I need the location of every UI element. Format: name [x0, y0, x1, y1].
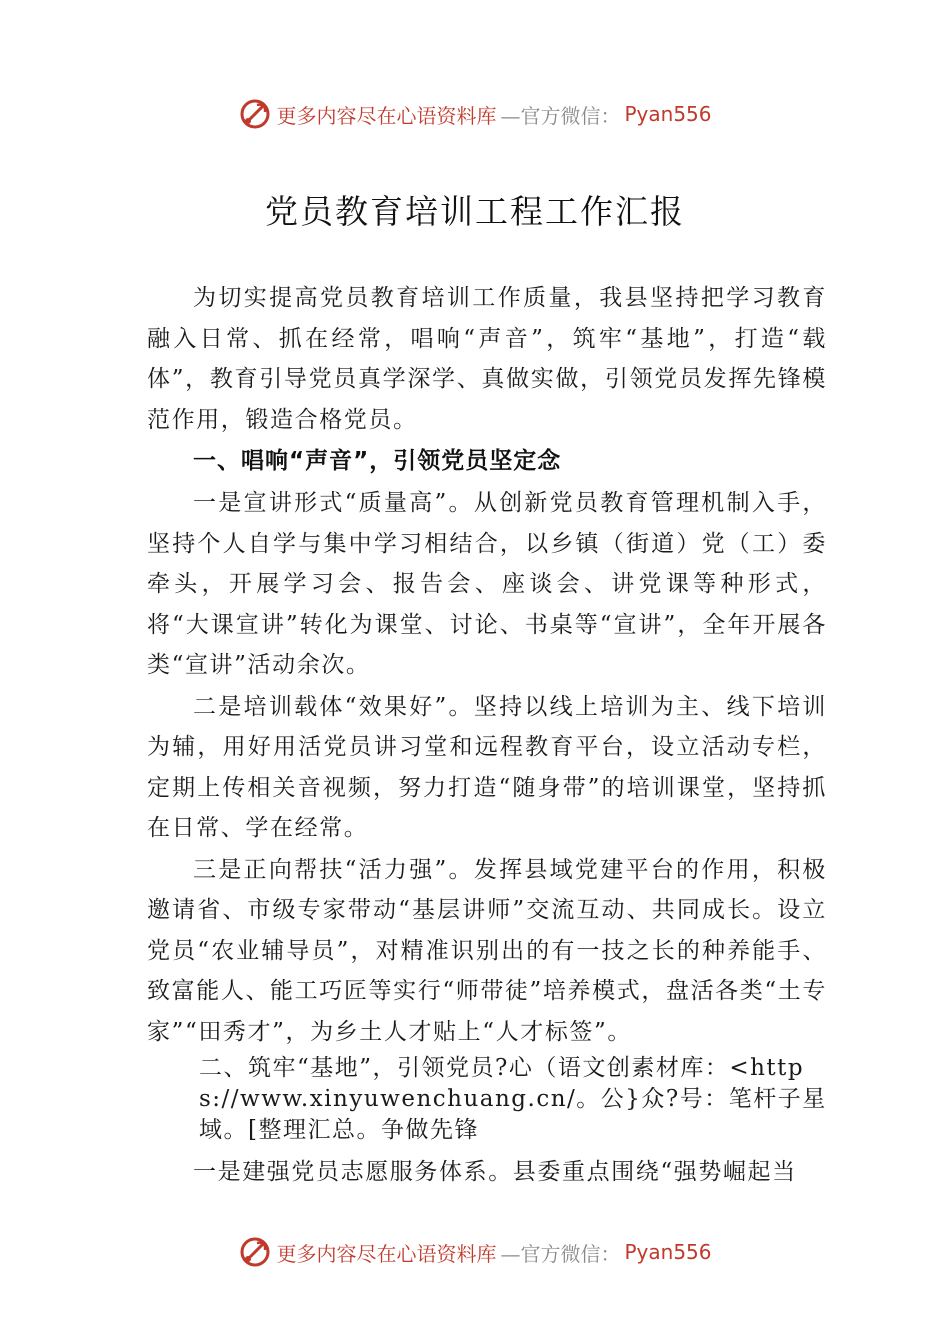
- watermark-banner-top: [0, 94, 950, 134]
- document-title: 党员教育培训工程工作汇报: [265, 192, 685, 231]
- section-1-heading: 一、唱响“声音”，引领党员坚定念: [193, 448, 562, 474]
- watermark-wechat-id: Pyan556: [624, 1240, 712, 1264]
- watermark-site-text: 更多内容尽在心语资料库: [276, 1241, 497, 1266]
- section-2-heading: 二、筑牢“基地”，引领党员?心（语文创素材库：<https://www.xinyuwenchuang.cn/。公}众?号：笔杆子星域。[整理汇总。争做先锋: [199, 1055, 827, 1143]
- brush-logo-icon: [238, 1235, 272, 1269]
- document-body: [147, 278, 827, 1194]
- watermark-site-text: 更多内容尽在心语资料库: [276, 103, 497, 128]
- watermark-separator-text: —官方微信：: [500, 1241, 621, 1266]
- section-1-paragraph-3: 三是正向帮扶“活力强”。发挥县域党建平台的作用，积极邀请省、市级专家带动“基层讲师”交流互动、共同成长。设立党员“农业辅导员”，对精准识别出的有一技之长的种养能手、致富能人、能工巧匠等实行“师带徒”培养模式，盘活各类“土专家”“田秀才”，为乡土人才贴上“人才标签”。: [147, 856, 827, 1045]
- brush-logo-icon: [238, 97, 272, 131]
- section-1-paragraph-1: 一是宣讲形式“质量高”。从创新党员教育管理机制入手，坚持个人自学与集中学习相结合，以乡镇（街道）党（工）委牵头，开展学习会、报告会、座谈会、讲党课等种形式， 将“大课宣讲”转化为课堂、讨论、书桌等“宣讲”，全年开展各类“宣讲”活动余次。: [147, 490, 827, 678]
- watermark-wechat-id: Pyan556: [624, 102, 712, 126]
- intro-paragraph: 为切实提高党员教育培训工作质量，我县坚持把学习教育融入日常、抓在经常，唱响“声音”，筑牢“基地”，打造“载体”，教育引导党员真学深学、真做实做，引领党员发挥先锋模范作用，锻造合格党员。: [147, 285, 827, 433]
- section-1-paragraph-2: 二是培训载体“效果好”。坚持以线上培训为主、线下培训为辅，用好用活党员讲习堂和远程教育平台，设立活动专栏，定期上传相关音视频，努力打造“随身带”的培训课堂，坚持抓在日常、学在经常。: [147, 693, 827, 841]
- watermark-banner-bottom: [0, 1232, 950, 1272]
- watermark-separator-text: —官方微信：: [500, 103, 621, 128]
- section-2-paragraph-1: 一是建强党员志愿服务体系。县委重点围绕“强势崛起当: [193, 1159, 797, 1185]
